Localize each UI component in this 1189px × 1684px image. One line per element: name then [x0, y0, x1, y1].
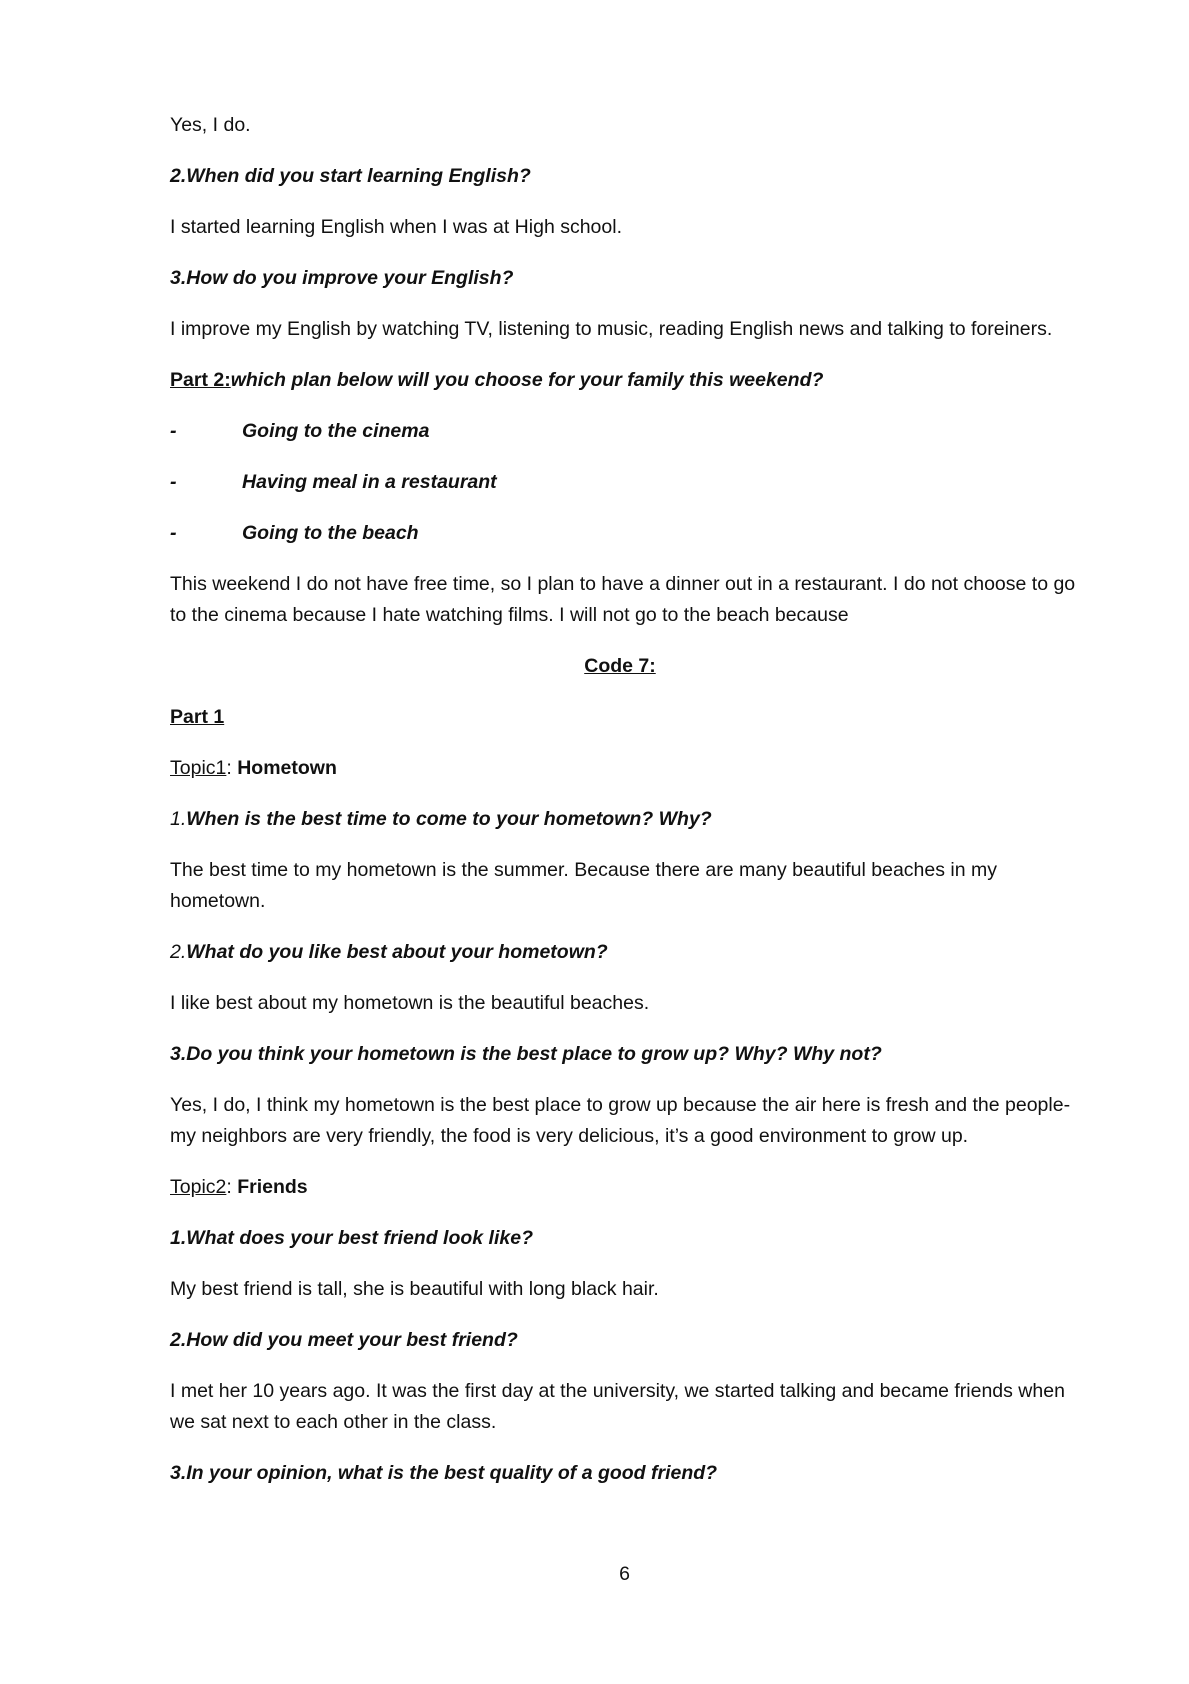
bullet-dash: - [170, 471, 177, 493]
bullet-dash: - [170, 522, 177, 544]
topic2-name: Friends [237, 1176, 308, 1198]
question-line [170, 804, 1090, 835]
answer-text: My best friend is tall, she is beautiful with long black hair. [170, 1278, 659, 1300]
answer-text: I met her 10 years ago. It was the first day at the university, we started talking and became friends when we sat next to each other in the class. [170, 1380, 1065, 1433]
question-number: 2. [170, 941, 187, 963]
topic1-label: Topic1 [170, 757, 227, 779]
list-item [170, 467, 1090, 498]
answer-text: I improve my English by watching TV, listening to music, reading English news and talking to foreiners. [170, 318, 1053, 340]
part2-heading [170, 365, 1090, 396]
topic2-label: Topic2 [170, 1176, 227, 1198]
topic2-sep: : [226, 1176, 238, 1198]
topic1-sep: : [226, 757, 238, 779]
question-text: 3.Do you think your hometown is the best place to grow up? Why? Why not? [170, 1043, 882, 1065]
question-number: 1. [170, 808, 187, 830]
part2-question: which plan below will you choose for your family this weekend? [230, 369, 824, 391]
page-content [170, 110, 1090, 1489]
question-line [170, 937, 1090, 968]
list-item [170, 416, 1090, 447]
page-number: 6 [619, 1563, 630, 1585]
answer-text: I like best about my hometown is the beautiful beaches. [170, 992, 650, 1014]
option-text: Going to the beach [242, 522, 419, 544]
question-text: 2.How did you meet your best friend? [170, 1329, 518, 1351]
part1-heading [170, 702, 1090, 733]
option-text: Going to the cinema [242, 420, 430, 442]
code-heading [170, 651, 1070, 682]
topic1-name: Hometown [237, 757, 337, 779]
question-text: 3.In your opinion, what is the best quality of a good friend? [170, 1462, 718, 1484]
question-text: What do you like best about your hometown? [186, 941, 608, 963]
list-item [170, 518, 1090, 549]
code-label: Code 7: [584, 655, 656, 677]
part1-label: Part 1 [170, 706, 225, 728]
answer-text: The best time to my hometown is the summer. Because there are many beautiful beaches in my hometown. [170, 859, 997, 912]
question-text: 1.What does your best friend look like? [170, 1227, 533, 1249]
answer-text: I started learning English when I was at High school. [170, 216, 622, 238]
topic2-heading [170, 1172, 1090, 1203]
answer-text: This weekend I do not have free time, so I plan to have a dinner out in a restaurant. I do not choose to go to the cinema because I hate watching films. I will not go to the beach because [170, 573, 1076, 626]
question-text: When is the best time to come to your hometown? Why? [186, 808, 712, 830]
answer-text: Yes, I do, I think my hometown is the best place to grow up because the air here is fresh and the people-my neighbors are very friendly, the food is very delicious, it’s a good environment to grow up. [170, 1094, 1071, 1147]
question-text: 2.When did you start learning English? [170, 165, 531, 187]
answer-text: Yes, I do. [170, 114, 251, 136]
bullet-dash: - [170, 420, 177, 442]
topic1-heading [170, 753, 1090, 784]
part2-label: Part 2: [170, 369, 231, 391]
question-text: 3.How do you improve your English? [170, 267, 514, 289]
option-text: Having meal in a restaurant [242, 471, 497, 493]
